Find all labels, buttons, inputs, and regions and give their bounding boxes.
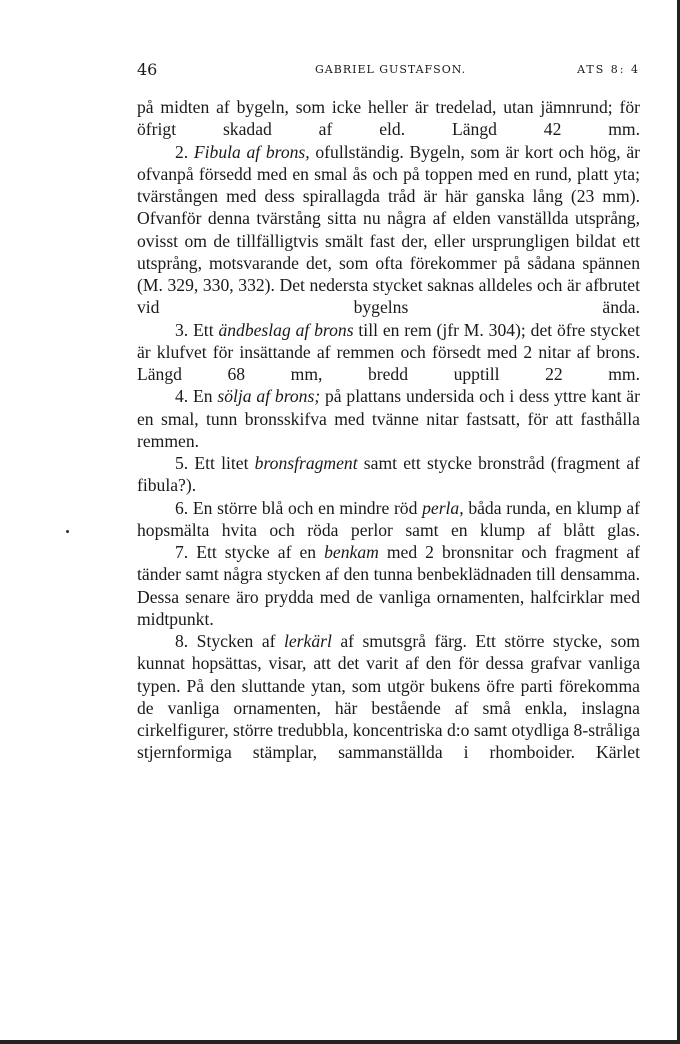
item-term: bronsfragment [254, 453, 358, 473]
body-text [137, 96, 640, 764]
item-term: perla, [422, 497, 464, 518]
running-title: GABRIEL GUSTAFSON. [315, 63, 467, 76]
paragraph-2: 2. Fibula af brons, ofullständig. Bygeln, som är kort och hög, är ofvanpå försedd med en smal ås och på toppen med en rund, platt yta; tvärstången med dess spirallagda tråd är här ganska lång (23 mm). Ofvanför denna tvärstång sitta nu några af elden vanställda utsprång, ovisst om de tillfälligtvis smält fast der, eller ursprungligen bildat ett utsprång, motsvarande det, som ofta förekommer på sådana spännen (M. 329, 330, 332). Det nedersta stycket saknas alldeles och är afbrutet vid bygelns ända. [137, 141, 640, 318]
item-term: sölja af brons; [217, 386, 321, 407]
running-header [137, 60, 640, 83]
paragraph-4: 4. En sölja af brons; på plattans undersida och i dess yttre kant är en smal, tunn bronsskifva med tvänne nitar fastsatt, för att fasthålla remmen. [137, 386, 640, 451]
item-term: lerkärl [283, 631, 332, 651]
paragraph-5: 5. Ett litet bronsfragment samt ett stycke bronstråd (fragment af fibula?). [137, 453, 640, 496]
reference-code: ATS 8: 4 [577, 63, 640, 76]
paragraph-1: på midten af bygeln, som icke heller är tredelad, utan jämnrund; för öfrigt skadad af eld. Längd 42 mm. [137, 97, 640, 140]
item-term: benkam [324, 542, 379, 562]
page-number: 46 [137, 60, 158, 79]
paragraph-8: 8. Stycken af lerkärl af smutsgrå färg. Ett större stycke, som kunnat hopsättas, visar, att det varit af den för dessa grafvar vanliga typen. På den sluttande ytan, som utgör bukens öfre parti förekomma de vanliga ornamenten, här bestående af små enkla, inslagna cirkelfigurer, större tredubbla, koncentriska d:o samt otydliga 8-stråliga stjernformiga stämplar, sammanställda i rhomboider. Kärlet [137, 631, 641, 763]
item-term: Fibula af brons, [193, 141, 310, 162]
page-edge-bottom [0, 1040, 680, 1044]
paragraph-3: 3. Ett ändbeslag af brons till en rem (jfr M. 304); det öfre stycket är klufvet för insättande af remmen och försedt med 2 nitar af brons. Längd 68 mm, bredd upptill 22 mm. [137, 319, 640, 384]
margin-mark [66, 530, 69, 533]
paragraph-7: 7. Ett stycke af en benkam med 2 bronsnitar och fragment af tänder samt några stycken af den tunna benbeklädnaden till densamma. Dessa senare äro prydda med de vanliga ornamenten, halfcirklar med midtpunkt. [137, 542, 641, 629]
item-term: ändbeslag af brons [218, 319, 354, 340]
paragraph-6: 6. En större blå och en mindre röd perla, båda runda, en klump af hopsmälta hvita och röda perlor samt en klump af blått glas. [137, 497, 640, 540]
